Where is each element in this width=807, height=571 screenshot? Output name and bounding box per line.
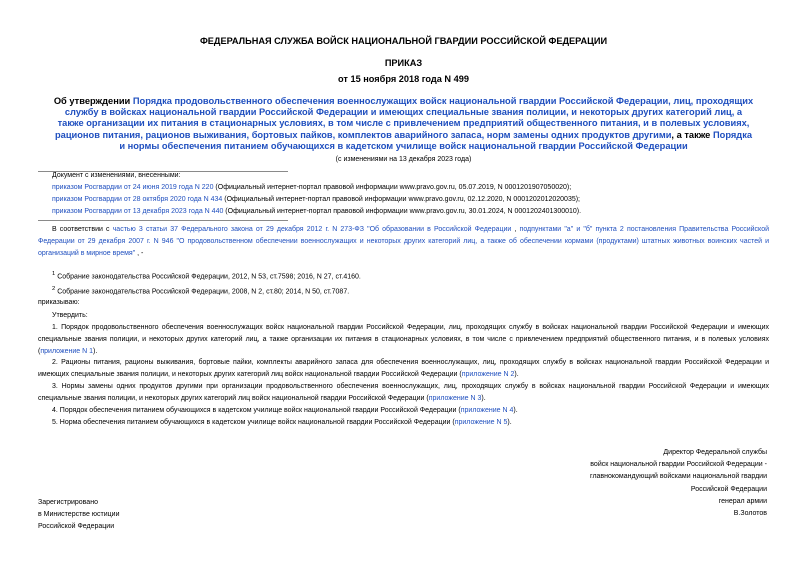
item-end: ). [93, 348, 98, 355]
signature-line: главнокомандующий войсками национальной гвардии [590, 473, 767, 481]
list-item [38, 357, 769, 381]
preamble-text: , [511, 226, 520, 233]
agency-heading: ФЕДЕРАЛЬНАЯ СЛУЖБА ВОЙСК НАЦИОНАЛЬНОЙ ГВАРДИИ РОССИЙСКОЙ ФЕДЕРАЦИИ [199, 36, 608, 46]
footnote-mark: 1 [52, 271, 56, 277]
amendment-link[interactable]: приказом Росгвардии от 28 октября 2020 года N 434 [52, 196, 223, 203]
appendix-link[interactable]: приложение N 4 [460, 407, 514, 414]
amendment-item [52, 182, 772, 194]
preamble-text: В соответствии с [52, 226, 113, 233]
registration-line: Российской Федерации [38, 523, 115, 531]
orders-word: приказываю: [38, 299, 80, 306]
preamble-decree-link[interactable]: подпунктами "а" и "б" пункта 2 постановления Правительства Российской Федерации от 29 декабря 2007 г. N 946 "О продовольственном обеспечении военнослужащих и некоторых других категорий лиц, а также об обеспечении кормами (продуктами) штатных животных воинских частей и организаций в мирное время" [38, 226, 769, 257]
divider-bottom [38, 220, 288, 221]
document-type: ПРИКАЗ [384, 58, 423, 68]
revision-note: (с изменениями на 13 декабря 2023 года) [335, 156, 472, 163]
list-item [38, 417, 769, 429]
amendment-item [52, 194, 772, 206]
amendment-source: (Официальный интернет-портал правовой информации www.pravo.gov.ru, 05.07.2019, N 0001201907050020); [213, 184, 572, 191]
appendix-link[interactable]: приложение N 2 [461, 371, 515, 378]
list-item [38, 322, 769, 358]
amendments-block [52, 170, 772, 218]
preamble-law-link[interactable]: частью 3 статьи 37 Федерального закона от 29 декабря 2012 г. N 273-ФЗ "Об образовании в Российской Федерации [112, 226, 512, 233]
item-text: 4. Порядок обеспечения питанием обучающихся в кадетском училище войск национальной гвардии Российской Федерации ( [52, 407, 461, 414]
amendments-heading: Документ с изменениями, внесенными: [52, 172, 181, 179]
item-end: ). [514, 371, 519, 378]
item-text: 5. Норма обеспечения питанием обучающихся в кадетском училище войск национальной гвардии Российской Федерации ( [52, 419, 455, 426]
signature-line: Директор Федеральной службы [663, 449, 767, 456]
appendix-link[interactable]: приложение N 3 [428, 395, 482, 402]
item-end: ). [481, 395, 486, 402]
amendment-link[interactable]: приказом Росгвардии от 24 июня 2019 года N 220 [52, 184, 214, 191]
list-item [38, 405, 769, 417]
title-link-cadet-order[interactable]: Порядка и нормы обеспечения питанием обучающихся в кадетском училище войск национальной гвардии Российской Федерации [119, 129, 753, 151]
registration-line: в Министерстве юстиции [38, 511, 120, 519]
list-item [38, 381, 769, 405]
approve-word: Утвердить: [52, 312, 88, 319]
title-link-order[interactable]: Порядка продовольственного обеспечения военнослужащих войск национальной гвардии Российской Федерации, лиц, проходящих службу в войсках национальной гвардии Российской Федерации и имеющих специальные звания полиции, и некоторых других категорий лиц, а также организации их питания в стационарных условиях, в том числе с привлечением предприятий общественного питания, и в полевых условиях, рационов питания, рационов выживания, бортовых пайков, комплектов аварийного запаса, норм замены одних продуктов другими [54, 96, 754, 140]
amendment-source: (Официальный интернет-портал правовой информации www.pravo.gov.ru, 02.12.2020, N 0001202012020035); [222, 196, 581, 203]
registration-line: Зарегистрировано [38, 499, 98, 506]
signature-line: войск национальной гвардии Российской Федерации - [590, 461, 767, 469]
document-date-number: от 15 ноября 2018 года N 499 [338, 74, 469, 84]
amendment-link[interactable]: приказом Росгвардии от 13 декабря 2023 года N 440 [52, 208, 224, 215]
preamble-text: , - [137, 250, 144, 257]
signature-line: Российской Федерации [690, 485, 767, 493]
amendment-source: (Официальный интернет-портал правовой информации www.pravo.gov.ru, 30.01.2024, N 0001202401300010). [223, 208, 582, 215]
footnote [52, 286, 349, 295]
title-prefix: Об утверждении [53, 96, 133, 106]
footnote-mark: 2 [52, 286, 56, 292]
signature-line: генерал армии [718, 497, 767, 505]
registration-block [38, 497, 119, 534]
appendix-link[interactable]: приложение N 5 [454, 419, 508, 426]
footnote-text: Собрание законодательства Российской Федерации, 2008, N 2, ст.80; 2014, N 50, ст.7087. [55, 288, 350, 296]
item-text: 2. Рационы питания, рационы выживания, бортовые пайки, комплекты аварийного запаса для обеспечения военнослужащих, лиц, проходящих службу в войсках национальной гвардии Российской Федерации и имеющих специальные звания полиции, и некоторых других категорий лиц войск национальной гвардии Российской Федерации ( [38, 359, 769, 378]
title-middle: , а также [671, 129, 713, 140]
item-text: 3. Нормы замены одних продуктов другими при организации продовольственного обеспечения военнослужащих, лиц, проходящих службу в войсках национальной гвардии Российской Федерации и имеющих специальные звания полиции, и некоторых других категорий лиц войск национальной гвардии Российской Федерации ( [38, 383, 769, 402]
item-end: ). [513, 407, 518, 414]
amendment-item [52, 206, 772, 218]
item-end: ). [507, 419, 512, 426]
appendix-link[interactable]: приложение N 1 [40, 348, 93, 355]
document-title [52, 96, 755, 152]
footnote-text: Собрание законодательства Российской Федерации, 2012, N 53, ст.7598; 2016, N 27, ст.4160. [55, 273, 361, 281]
signature-block [547, 447, 767, 520]
signature-line: В.Золотов [733, 510, 767, 518]
preamble [38, 224, 769, 260]
footnote [52, 271, 361, 280]
item-text: 1. Порядок продовольственного обеспечения военнослужащих войск национальной гвардии Российской Федерации, лиц, проходящих службу в войсках национальной гвардии Российской Федерации и имеющих специальные звания полиции, и некоторых других категорий лиц, а также организации их питания в стационарных условиях, в том числе с привлечением предприятий общественного питания, и в полевых условиях ( [38, 324, 769, 355]
